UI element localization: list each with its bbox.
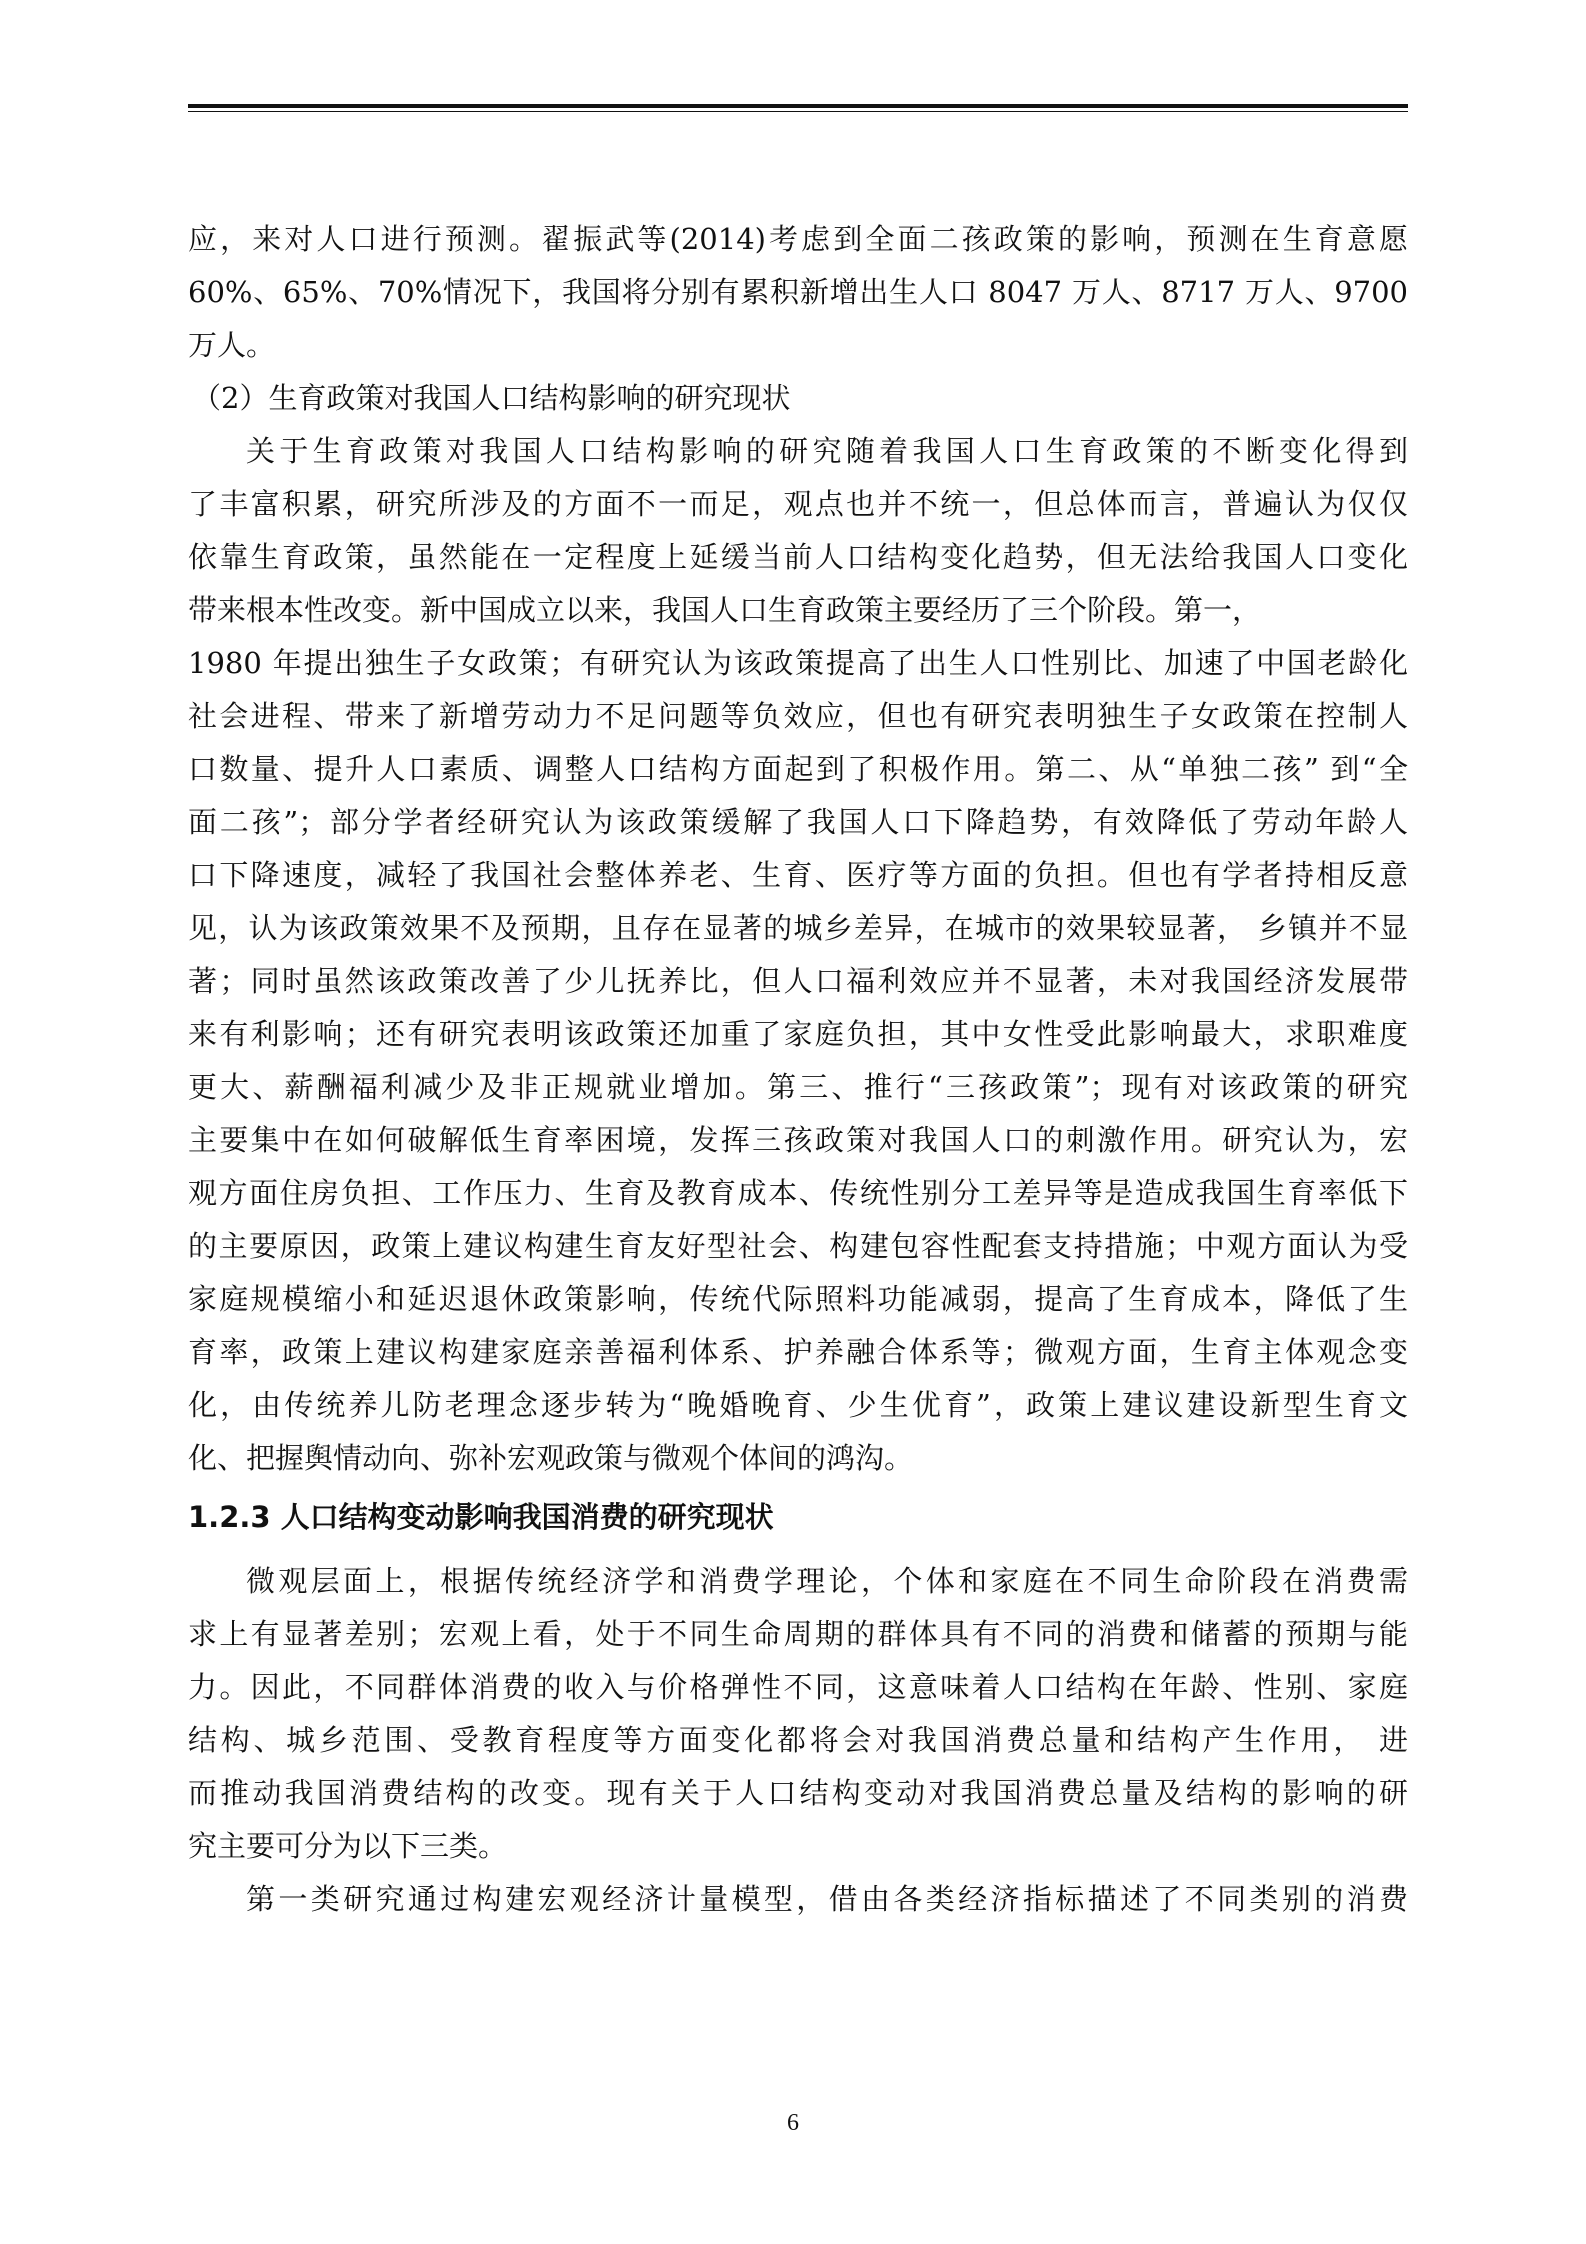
text-line: 究主要可分为以下三类。	[188, 1829, 508, 1863]
text-line: 家庭规模缩小和延迟退休政策影响，传统代际照料功能减弱，提高了生育成本，降低了生	[188, 1282, 1408, 1316]
text-line: 带来根本性改变。新中国成立以来，我国人口生育政策主要经历了三个阶段。第一，	[188, 593, 1262, 627]
header-rule-thin	[188, 111, 1408, 112]
text-line: 依靠生育政策，虽然能在一定程度上延缓当前人口结构变化趋势，但无法给我国人口变化	[188, 540, 1408, 574]
text-line: 见，认为该政策效果不及预期，且存在显著的城乡差异，在城市的效果较显著， 乡镇并不显	[188, 911, 1408, 945]
text-line: 关于生育政策对我国人口结构影响的研究随着我国人口生育政策的不断变化得到	[246, 434, 1408, 468]
text-line: （2）生育政策对我国人口结构影响的研究现状	[192, 381, 791, 415]
text-line: 而推动我国消费结构的改变。现有关于人口结构变动对我国消费总量及结构的影响的研	[188, 1776, 1408, 1810]
subheading-policy-structure	[188, 372, 1408, 425]
text-line: 60%、65%、70%情况下，我国将分别有累积新增出生人口 8047 万人、8717 万人、9700	[188, 275, 1408, 309]
text-line: 第一类研究通过构建宏观经济计量模型，借由各类经济指标描述了不同类别的消费	[246, 1882, 1408, 1916]
text-line: 口数量、提升人口素质、调整人口结构方面起到了积极作用。第二、从“单独二孩” 到“全	[188, 752, 1408, 786]
text-line: 口下降速度，减轻了我国社会整体养老、生育、医疗等方面的负担。但也有学者持相反意	[188, 858, 1408, 892]
text-line: 的主要原因，政策上建议构建生育友好型社会、构建包容性配套支持措施；中观方面认为受	[188, 1229, 1408, 1263]
text-line: 化、把握舆情动向、弥补宏观政策与微观个体间的鸿沟。	[188, 1441, 914, 1475]
text-line: 微观层面上，根据传统经济学和消费学理论，个体和家庭在不同生命阶段在消费需	[246, 1564, 1408, 1598]
text-line: 著；同时虽然该政策改善了少儿抚养比，但人口福利效应并不显著，未对我国经济发展带	[188, 964, 1408, 998]
text-line: 化，由传统养儿防老理念逐步转为“晚婚晚育、少生优育”，政策上建议建设新型生育文	[188, 1388, 1408, 1422]
text-line: 主要集中在如何破解低生育率困境，发挥三孩政策对我国人口的刺激作用。研究认为，宏	[188, 1123, 1408, 1157]
text-line: 求上有显著差别；宏观上看，处于不同生命周期的群体具有不同的消费和储蓄的预期与能	[188, 1617, 1408, 1651]
paragraph-policy-structure	[188, 425, 1408, 1485]
text-line: 更大、薪酬福利减少及非正规就业增加。第三、推行“三孩政策”；现有对该政策的研究	[188, 1070, 1408, 1104]
paragraph-population-forecast-end	[188, 213, 1408, 372]
text-line: 力。因此，不同群体消费的收入与价格弹性不同，这意味着人口结构在年龄、性别、家庭	[188, 1670, 1408, 1704]
header-rule-thick	[188, 104, 1408, 108]
text-line: 1980 年提出独生子女政策；有研究认为该政策提高了出生人口性别比、加速了中国老龄化	[188, 646, 1408, 680]
section-heading-1-2-3	[188, 1491, 1408, 1544]
paragraph-structure-consumption	[188, 1555, 1408, 1873]
paragraph-first-category	[188, 1873, 1408, 1926]
document-body	[188, 213, 1408, 1926]
text-line: 应，来对人口进行预测。翟振武等(2014)考虑到全面二孩政策的影响，预测在生育意愿	[188, 222, 1408, 256]
text-line: 万人。	[188, 328, 276, 362]
text-line: 观方面住房负担、工作压力、生育及教育成本、传统性别分工差异等是造成我国生育率低下	[188, 1176, 1408, 1210]
text-line: 育率，政策上建议构建家庭亲善福利体系、护养融合体系等；微观方面，生育主体观念变	[188, 1335, 1408, 1369]
section-heading-text: 1.2.3 人口结构变动影响我国消费的研究现状	[188, 1500, 774, 1534]
text-line: 结构、城乡范围、受教育程度等方面变化都将会对我国消费总量和结构产生作用， 进	[188, 1723, 1408, 1757]
text-line: 面二孩”；部分学者经研究认为该政策缓解了我国人口下降趋势，有效降低了劳动年龄人	[188, 805, 1408, 839]
text-line: 来有利影响；还有研究表明该政策还加重了家庭负担，其中女性受此影响最大，求职难度	[188, 1017, 1408, 1051]
text-line: 了丰富积累，研究所涉及的方面不一而足，观点也并不统一，但总体而言，普遍认为仅仅	[188, 487, 1408, 521]
text-line: 社会进程、带来了新增劳动力不足问题等负效应，但也有研究表明独生子女政策在控制人	[188, 699, 1408, 733]
page-number: 6	[787, 2110, 799, 2136]
